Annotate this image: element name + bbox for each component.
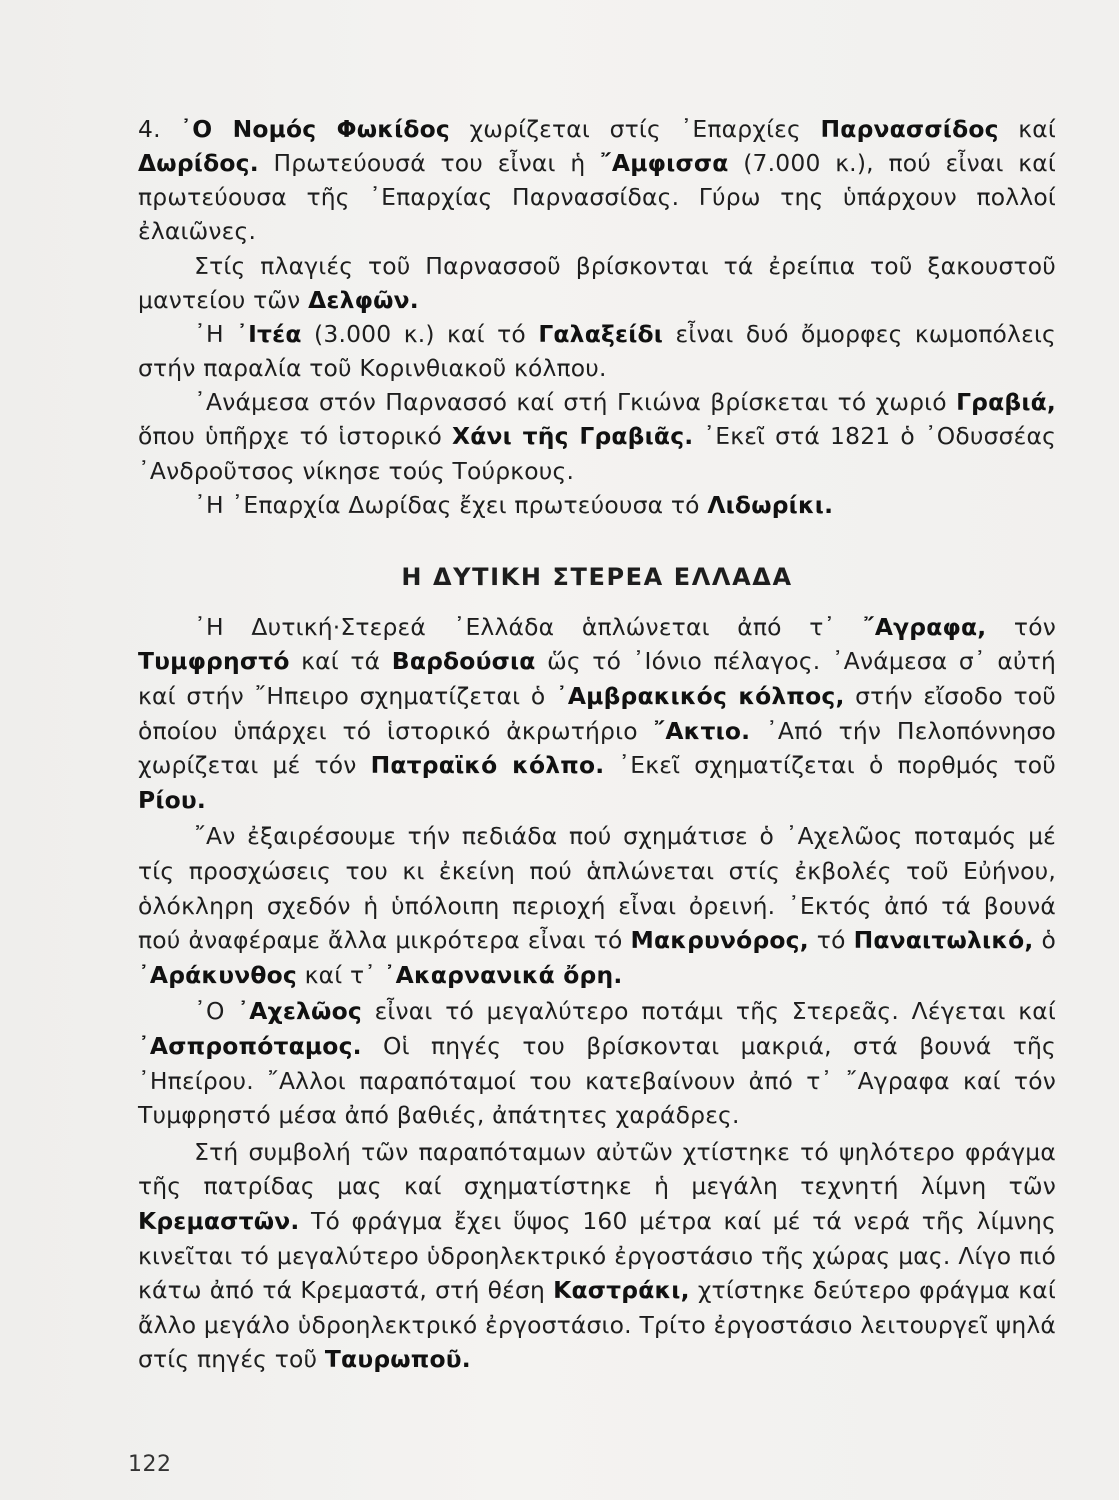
- page-content: [138, 112, 1056, 1379]
- paragraph-fokida: 4. ᾿Ο Νομός Φωκίδος χωρίζεται στίς ᾿Επαρχίες Παρνασσίδος καί Δωρίδος. Πρωτεύουσά του εἶναι ἡ ῎Αμφισσα (7.000 κ.), πού εἶναι καί πρωτεύουσα τῆς ᾿Επαρχίας Παρνασσίδας. Γύρω της ὑπάρχουν πολλοί ἐλαιῶνες.: [138, 115, 1056, 246]
- paragraph-delphi: Στίς πλαγιές τοῦ Παρνασσοῦ βρίσκονται τά ἐρείπια τοῦ ξακουστοῦ μαντείου τῶν Δελφῶν.: [138, 251, 1056, 314]
- paragraph-acheloos: ᾿Ο ᾿Αχελῶος εἶναι τό μεγαλύτερο ποτάμι τῆς Στερεᾶς. Λέγεται καί ᾿Ασπροπόταμος. Οἱ πηγές του βρίσκονται μακριά, στά βουνά τῆς ᾿Ηπείρου. ῎Αλλοι παραπόταμοί του κατεβαίνουν ἀπό τ᾿ ῎Αγραφα καί τόν Τυμφρηστό μέσα ἀπό βαθιές, ἀπάτητες χαράδρες.: [138, 997, 1056, 1130]
- paragraph-mountains: ῎Αν ἐξαιρέσουμε τήν πεδιάδα πού σχημάτισε ὁ ᾿Αχελῶος ποταμός μέ τίς προσχώσεις του κι ἐκείνη πού ἁπλώνεται στίς ἐκβολές τοῦ Εὐήνου, ὁλόκληρη σχεδόν ἡ ὑπόλοιπη περιοχή εἶναι ὀρεινή. ᾿Εκτός ἀπό τά βουνά πού ἀναφέραμε ἄλλα μικρότερα εἶναι τό Μακρυνόρος, τό Παναιτωλικό, ὁ ᾿Αράκυνθος καί τ᾿ ᾿Ακαρνανικά ὄρη.: [138, 822, 1056, 989]
- paragraph-dorida: ᾿Η ᾿Επαρχία Δωρίδας ἔχει πρωτεύουσα τό Λιδωρίκι.: [194, 490, 834, 519]
- paragraph-western-extent: ᾿Η Δυτική·Στερεά ᾿Ελλάδα ἁπλώνεται ἀπό τ᾿ ῎Αγραφα, τόν Τυμφρηστό καί τά Βαρδούσια ὥς τό ᾿Ιόνιο πέλαγος. ᾿Ανάμεσα σ᾿ αὐτή καί στήν ῎Ηπειρο σχηματίζεται ὁ ᾿Αμβρακικός κόλπος, στήν εἴσοδο τοῦ ὁποίου ὑπάρχει τό ἱστορικό ἀκρωτήριο ῎Ακτιο. ᾿Από τήν Πελοπόννησο χωρίζεται μέ τόν Πατραϊκό κόλπο. ᾿Εκεῖ σχηματίζεται ὁ πορθμός τοῦ Ρίου.: [138, 612, 1056, 814]
- paragraph-itea: ᾿Η ᾿Ιτέα (3.000 κ.) καί τό Γαλαξείδι εἶναι δυό ὄμορφες κωμοπόλεις στήν παραλία τοῦ Κορινθιακοῦ κόλπου.: [138, 319, 1056, 383]
- paragraph-dams: Στή συμβολή τῶν παραπόταμων αὐτῶν χτίστηκε τό ψηλότερο φράγμα τῆς πατρίδας μας καί σχηματίστηκε ἡ μεγάλη τεχνητή λίμνη τῶν Κρεμαστῶν. Τό φράγμα ἔχει ὕψος 160 μέτρα καί μέ τά νερά τῆς λίμνης κινεῖται τό μεγαλύτερο ὑδροηλεκτρικό ἐργοστάσιο τῆς χώρας μας. Λίγο πιό κάτω ἀπό τά Κρεμαστά, στή θέση Καστράκι, χτίστηκε δεύτερο φράγμα καί ἄλλο μεγάλο ὑδροηλεκτρικό ἐργοστάσιο. Τρίτο ἐργοστάσιο λειτουργεῖ ψηλά στίς πηγές τοῦ Ταυρωποῦ.: [138, 1137, 1056, 1374]
- section-western-sterea: [138, 610, 1056, 1377]
- page-number: 122: [128, 1452, 172, 1477]
- section-heading: Η ΔΥΤΙΚΗ ΣΤΕΡΕΑ ΕΛΛΑΔΑ: [401, 562, 793, 591]
- paragraph-gravia: ᾿Ανάμεσα στόν Παρνασσό καί στή Γκιώνα βρίσκεται τό χωριό Γραβιά, ὅπου ὑπῆρχε τό ἱστορικό Χάνι τῆς Γραβιᾶς. ᾿Εκεῖ στά 1821 ὁ ᾿Οδυσσέας ᾿Ανδροῦτσος νίκησε τούς Τούρκους.: [138, 388, 1057, 485]
